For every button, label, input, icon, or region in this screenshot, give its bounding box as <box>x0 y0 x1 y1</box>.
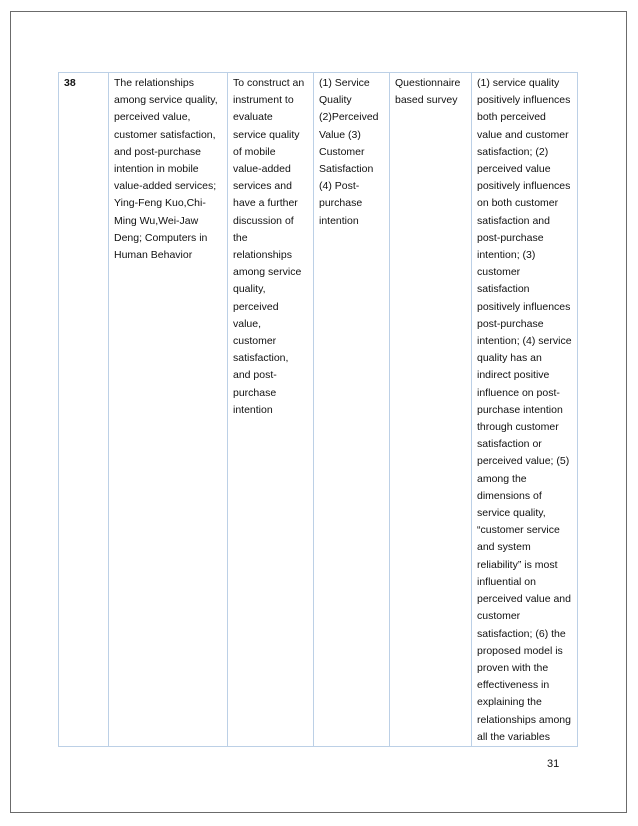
literature-table <box>58 72 578 747</box>
variables-cell <box>314 73 390 747</box>
objective-text: To construct an instrument to evaluate service quality of mobile value-added services and have a further discussion of the relationships among service quality, perceived value, customer satisfaction, and post- purchase intention <box>233 77 305 416</box>
page-number: 31 <box>547 758 560 770</box>
title-authors-text: The relationships among service quality, perceived value, customer satisfaction, and post-purchase intention in mobile value-added services; Ying-Feng Kuo,Chi- Ming Wu,Wei-Jaw Deng; Computers in Human Behavior <box>114 77 218 262</box>
method-cell <box>390 73 472 747</box>
table-row <box>59 73 578 747</box>
findings-cell <box>472 73 578 747</box>
method-text: Questionnaire based survey <box>395 77 461 107</box>
row-number-cell <box>59 73 109 747</box>
title-authors-cell <box>109 73 228 747</box>
findings-text: (1) service quality positively influences both perceived value and customer satisfaction; (2) perceived value positively influences on both customer satisfaction and post-purchase intention; (3) customer satisfaction positively influences post-purchase intention; (4) service quality has an indirect positive influence on post- purchase intention through customer satisfaction or perceived value; (5) among the dimensions of service quality, “customer service and system reliability” is most influential on perceived value and customer satisfaction; (6) the proposed model is proven with the effectiveness in explaining the relationships among all the variables <box>477 77 572 743</box>
variables-text: (1) Service Quality (2)Perceived Value (3) Customer Satisfaction (4) Post- purchase intention <box>319 77 379 227</box>
objective-cell <box>228 73 314 747</box>
row-number: 38 <box>64 77 76 89</box>
